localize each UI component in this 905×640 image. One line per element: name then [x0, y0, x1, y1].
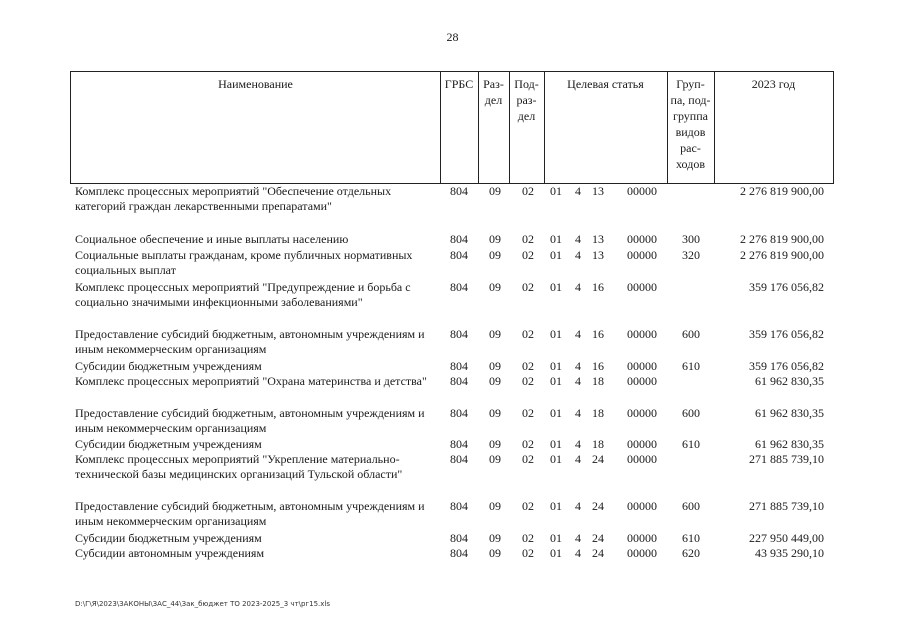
row-target-complex: 18 — [592, 374, 604, 388]
row-sum: 61 962 830,35 — [755, 437, 824, 451]
row-target-type: 4 — [575, 374, 581, 388]
footer-file-path: D:\Г\Я\2023\ЗАКОНЫ\ЗАС_44\Зак_бюджет ТО 2023-2025_3 чт\рг15.xls — [75, 600, 330, 608]
row-razdel: 09 — [489, 327, 501, 341]
header-vid: Груп- па, под- группа видов рас- ходов — [670, 77, 711, 171]
row-target-program: 01 — [550, 374, 562, 388]
row-target-complex: 24 — [592, 452, 604, 466]
row-podrazdel: 02 — [522, 359, 534, 373]
row-sum: 227 950 449,00 — [749, 531, 824, 545]
row-target-complex: 13 — [592, 248, 604, 262]
row-target-type: 4 — [575, 406, 581, 420]
row-name: Социальное обеспечение и иные выплаты населению — [75, 232, 349, 246]
row-sum: 43 935 290,10 — [755, 546, 824, 560]
row-target-complex: 16 — [592, 280, 604, 294]
row-target-complex: 24 — [592, 499, 604, 513]
row-podrazdel: 02 — [522, 327, 534, 341]
row-grbs: 804 — [450, 452, 468, 466]
row-sum: 359 176 056,82 — [749, 327, 824, 341]
row-target-program: 01 — [550, 546, 562, 560]
row-name: Субсидии автономным учреждениям — [75, 546, 265, 560]
header-name: Наименование — [218, 77, 293, 91]
row-razdel: 09 — [489, 499, 501, 513]
row-target-program: 01 — [550, 327, 562, 341]
row-target-direction: 00000 — [627, 452, 657, 466]
row-vid: 610 — [682, 437, 700, 451]
row-grbs: 804 — [450, 531, 468, 545]
row-target-direction: 00000 — [627, 437, 657, 451]
row-razdel: 09 — [489, 280, 501, 294]
row-razdel: 09 — [489, 437, 501, 451]
row-target-program: 01 — [550, 499, 562, 513]
row-target-complex: 24 — [592, 531, 604, 545]
row-target-type: 4 — [575, 437, 581, 451]
row-target-complex: 24 — [592, 546, 604, 560]
row-razdel: 09 — [489, 184, 501, 198]
row-grbs: 804 — [450, 359, 468, 373]
row-grbs: 804 — [450, 546, 468, 560]
row-podrazdel: 02 — [522, 374, 534, 388]
row-target-direction: 00000 — [627, 406, 657, 420]
row-name: Субсидии бюджетным учреждениям — [75, 531, 262, 545]
row-grbs: 804 — [450, 499, 468, 513]
row-vid: 320 — [682, 248, 700, 262]
row-razdel: 09 — [489, 406, 501, 420]
row-target-type: 4 — [575, 531, 581, 545]
row-podrazdel: 02 — [522, 280, 534, 294]
row-grbs: 804 — [450, 232, 468, 246]
row-name: Субсидии бюджетным учреждениям — [75, 359, 262, 373]
row-razdel: 09 — [489, 248, 501, 262]
row-razdel: 09 — [489, 531, 501, 545]
row-grbs: 804 — [450, 437, 468, 451]
header-target: Целевая статья — [567, 77, 644, 91]
row-sum: 2 276 819 900,00 — [740, 184, 824, 198]
page-number: 28 — [446, 30, 459, 44]
row-podrazdel: 02 — [522, 406, 534, 420]
row-target-direction: 00000 — [627, 232, 657, 246]
row-podrazdel: 02 — [522, 232, 534, 246]
row-name: Комплекс процессных мероприятий "Охрана материнства и детства" — [75, 374, 427, 388]
row-vid: 610 — [682, 359, 700, 373]
row-target-type: 4 — [575, 184, 581, 198]
row-target-program: 01 — [550, 280, 562, 294]
row-target-type: 4 — [575, 546, 581, 560]
row-name: Предоставление субсидий бюджетным, автономным учреждениям и иным некоммерческим организациям — [75, 499, 425, 528]
header-razdel: Раз- дел — [483, 77, 504, 107]
row-sum: 359 176 056,82 — [749, 359, 824, 373]
row-podrazdel: 02 — [522, 531, 534, 545]
row-name: Предоставление субсидий бюджетным, автономным учреждениям и иным некоммерческим организациям — [75, 406, 425, 435]
row-target-program: 01 — [550, 437, 562, 451]
row-target-type: 4 — [575, 499, 581, 513]
row-target-complex: 16 — [592, 327, 604, 341]
row-podrazdel: 02 — [522, 184, 534, 198]
row-target-direction: 00000 — [627, 546, 657, 560]
row-sum: 61 962 830,35 — [755, 406, 824, 420]
row-razdel: 09 — [489, 374, 501, 388]
row-grbs: 804 — [450, 184, 468, 198]
row-target-type: 4 — [575, 232, 581, 246]
row-target-program: 01 — [550, 359, 562, 373]
row-razdel: 09 — [489, 359, 501, 373]
row-vid: 610 — [682, 531, 700, 545]
row-target-direction: 00000 — [627, 184, 657, 198]
row-target-direction: 00000 — [627, 280, 657, 294]
row-sum: 2 276 819 900,00 — [740, 248, 824, 262]
row-target-direction: 00000 — [627, 248, 657, 262]
row-target-direction: 00000 — [627, 499, 657, 513]
row-name: Субсидии бюджетным учреждениям — [75, 437, 262, 451]
row-target-type: 4 — [575, 280, 581, 294]
row-target-direction: 00000 — [627, 359, 657, 373]
row-sum: 2 276 819 900,00 — [740, 232, 824, 246]
row-target-type: 4 — [575, 327, 581, 341]
header-grbs: ГРБС — [444, 77, 474, 91]
row-target-type: 4 — [575, 452, 581, 466]
header-year: 2023 год — [751, 77, 796, 91]
row-podrazdel: 02 — [522, 499, 534, 513]
row-vid: 620 — [682, 546, 700, 560]
row-target-complex: 18 — [592, 437, 604, 451]
row-target-program: 01 — [550, 531, 562, 545]
row-name: Комплекс процессных мероприятий "Обеспечение отдельных категорий граждан лекарственными препаратами" — [75, 184, 392, 213]
header-podrazdel: Под- раз- дел — [514, 77, 539, 123]
row-sum: 271 885 739,10 — [749, 499, 824, 513]
row-podrazdel: 02 — [522, 546, 534, 560]
row-target-program: 01 — [550, 184, 562, 198]
row-grbs: 804 — [450, 280, 468, 294]
row-target-program: 01 — [550, 248, 562, 262]
row-target-direction: 00000 — [627, 531, 657, 545]
row-vid: 600 — [682, 499, 700, 513]
row-target-program: 01 — [550, 232, 562, 246]
row-razdel: 09 — [489, 452, 501, 466]
row-target-type: 4 — [575, 359, 581, 373]
row-razdel: 09 — [489, 546, 501, 560]
row-vid: 300 — [682, 232, 700, 246]
row-podrazdel: 02 — [522, 248, 534, 262]
row-sum: 61 962 830,35 — [755, 374, 824, 388]
row-grbs: 804 — [450, 327, 468, 341]
row-target-direction: 00000 — [627, 327, 657, 341]
row-target-type: 4 — [575, 248, 581, 262]
row-name: Комплекс процессных мероприятий "Предупреждение и борьба с социально значимыми инфекционными заболеваниями" — [75, 280, 411, 309]
row-target-complex: 13 — [592, 184, 604, 198]
row-podrazdel: 02 — [522, 452, 534, 466]
row-vid: 600 — [682, 406, 700, 420]
row-sum: 359 176 056,82 — [749, 280, 824, 294]
row-target-program: 01 — [550, 406, 562, 420]
row-target-complex: 18 — [592, 406, 604, 420]
row-name: Комплекс процессных мероприятий "Укрепление материально-технической базы медицинских организаций Тульской области" — [75, 452, 403, 481]
row-vid: 600 — [682, 327, 700, 341]
row-razdel: 09 — [489, 232, 501, 246]
row-name: Предоставление субсидий бюджетным, автономным учреждениям и иным некоммерческим организациям — [75, 327, 425, 356]
row-grbs: 804 — [450, 374, 468, 388]
row-target-complex: 16 — [592, 359, 604, 373]
row-sum: 271 885 739,10 — [749, 452, 824, 466]
row-podrazdel: 02 — [522, 437, 534, 451]
row-grbs: 804 — [450, 248, 468, 262]
row-name: Социальные выплаты гражданам, кроме публичных нормативных социальных выплат — [75, 248, 413, 277]
row-target-direction: 00000 — [627, 374, 657, 388]
row-grbs: 804 — [450, 406, 468, 420]
row-target-complex: 13 — [592, 232, 604, 246]
row-target-program: 01 — [550, 452, 562, 466]
